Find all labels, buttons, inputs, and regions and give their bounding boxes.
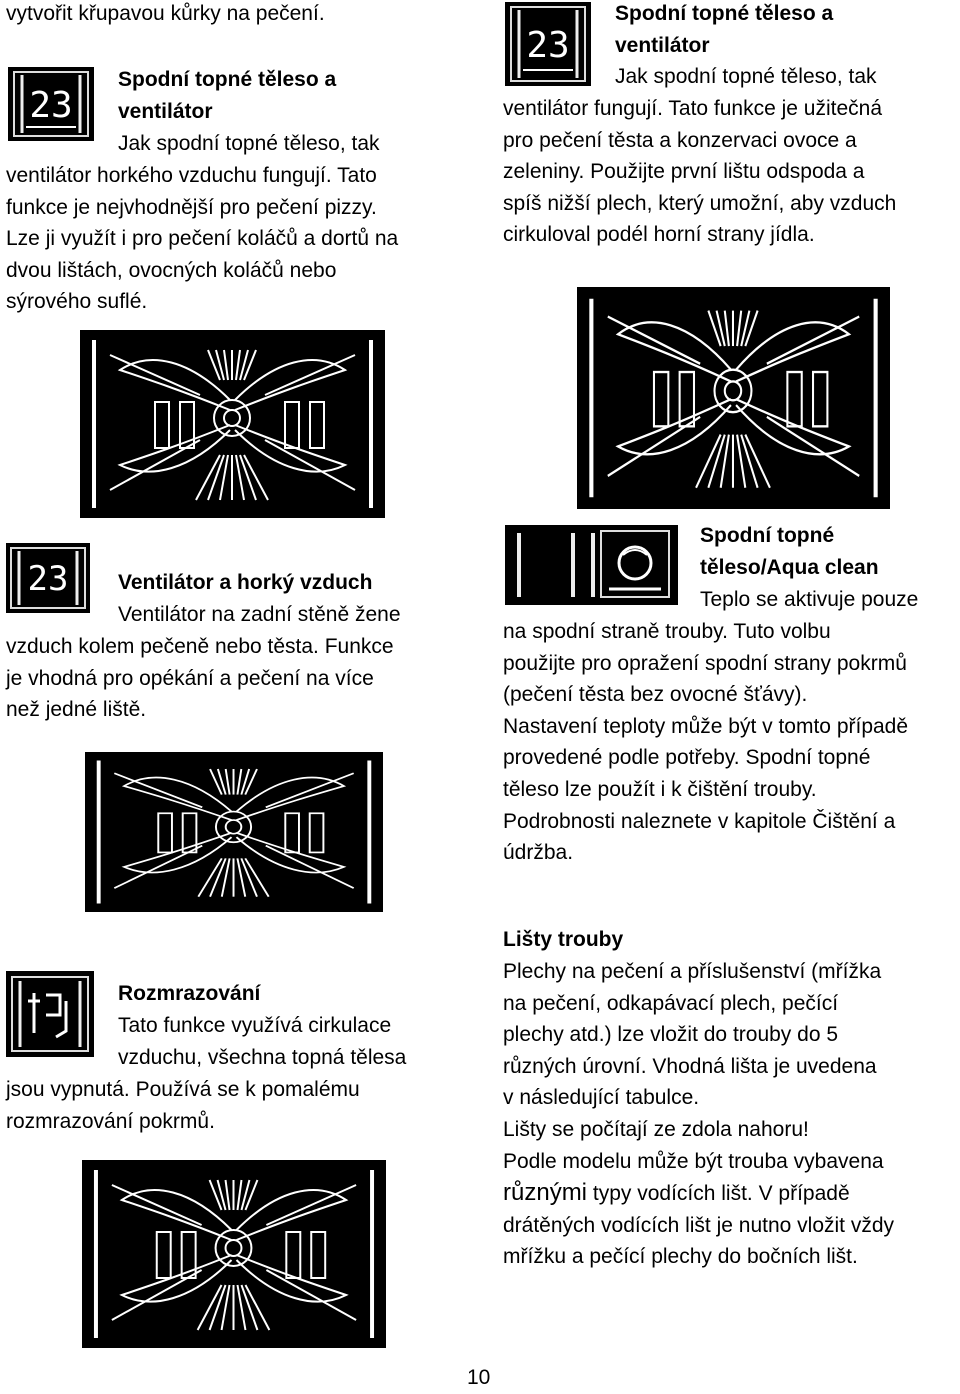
intro-line: vytvořit křupavou kůrky na pečení. <box>6 2 325 25</box>
section-body: Ventilátor na zadní stěně žene <box>118 603 401 626</box>
oven-fan-diagram <box>85 752 383 912</box>
section-body: Tato funkce využívá cirkulace vzduchu, všechna topná tělesa <box>118 1014 407 1069</box>
section-body: Plechy na pečení a příslušenství (mřížka na pečení, odkapávací plech, pečící plechy atd.) lze vložit do trouby do 5 různých úrovní. Vhodná lišta je uvedena v následující tabulce. Lišty se počítají ze zdola nahoru! Podle modelu může být trouba vybavena různými typy vodících lišt. V případě drátěných vodících lišt je nutno vložit vždy mřížku a pečící plechy do bočních lišt. <box>503 960 895 1269</box>
oven-fan-diagram <box>577 287 890 509</box>
section-body: jsou vypnutá. Používá se k pomalému rozmrazování pokrmů. <box>6 1078 360 1133</box>
oven-fan-diagram <box>82 1160 386 1348</box>
page-number: 10 <box>467 1366 491 1389</box>
oven-fan-diagram <box>80 330 385 518</box>
section-body: ventilátor fungují. Tato funkce je užitečná pro pečení těsta a konzervaci ovoce a zeleniny. Použijte první lištu odspoda a spíš nižší plech, který umožní, aby vzduch cirkuloval podél horní strany jídla. <box>503 97 897 247</box>
bottom-heat-fan-icon <box>505 2 591 86</box>
fan-hot-air-icon <box>6 543 90 613</box>
section-body: ventilátor horkého vzduchu fungují. Tato funkce je nejvhodnější pro pečení pizzy. Lze ji využít i pro pečení koláčů a dortů na dvou lištách, ovocných koláčů nebo sýrového suflé. <box>6 164 399 314</box>
bottom-heat-fan-icon <box>8 67 94 141</box>
section-heading: Ventilátor a horký vzduch <box>118 571 373 594</box>
section-heading: Spodní topné těleso/Aqua clean <box>700 524 879 579</box>
section-body: Jak spodní topné těleso, tak <box>615 65 877 88</box>
section-heading: Spodní topné těleso a ventilátor <box>615 2 834 57</box>
svg-text:23: 23 <box>27 559 69 599</box>
svg-text:23: 23 <box>29 85 73 126</box>
emphasis-word: různými <box>503 1179 588 1207</box>
defrost-icon <box>6 971 94 1057</box>
section-body: Jak spodní topné těleso, tak <box>118 132 380 155</box>
section-heading: Spodní topné těleso a ventilátor <box>118 68 337 123</box>
section-body: Teplo se aktivuje pouze <box>700 588 919 611</box>
bottom-heat-aqua-clean-icon <box>505 525 678 605</box>
section-heading: Rozmrazování <box>118 982 261 1005</box>
svg-text:23: 23 <box>526 25 570 66</box>
section-body: vzduch kolem pečeně nebo těsta. Funkce je vhodná pro opékání a pečení na více než jedné liště. <box>6 635 394 722</box>
section-heading: Lišty trouby <box>503 928 624 951</box>
section-body: na spodní straně trouby. Tuto volbu použijte pro opražení spodní strany pokrmů (pečení těsta bez ovocné šťávy). Nastavení teploty může být v tomto případě provedené podle potřeby. Spodní topné těleso lze použít i k čištění trouby. Podrobnosti naleznete v kapitole Čištění a údržba. <box>503 620 909 865</box>
